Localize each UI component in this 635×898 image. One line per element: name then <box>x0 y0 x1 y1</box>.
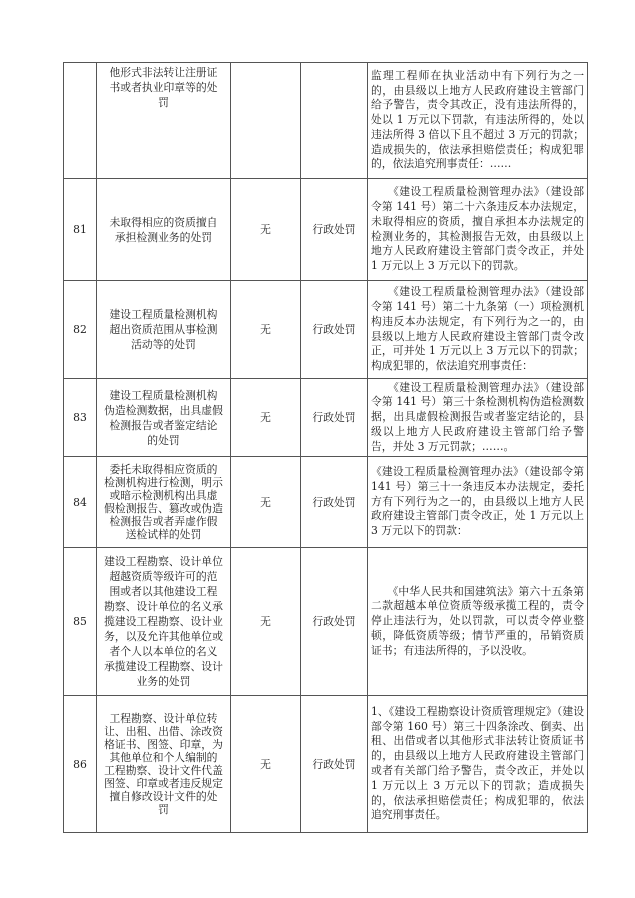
item-type: 行政处罚 <box>301 179 368 281</box>
item-code <box>231 63 301 179</box>
item-name: 他形式非法转让注册证 书或者执业印章等的处 罚 <box>97 63 231 179</box>
penalty-table <box>63 62 588 833</box>
item-code: 无 <box>231 281 301 379</box>
legal-basis: 《建设工程质量检测管理办法》（建设部令第 141 号）第三十条检测机构伪造检测数据，出具虚假检测报告或者鉴定结论的，县级以上地方人民政府建设主管部门给予警告，并处 3 万元罚款；……。 <box>368 379 588 457</box>
item-code: 无 <box>231 379 301 457</box>
legal-basis: 《建设工程质量检测管理办法》（建设部令第 141 号）第三十一条违反本办法规定，委托方有下列行为之一的，由县级以上地方人民政府建设主管部门责令改正，处 1 万元以上 3 万元以下的罚款： <box>368 457 588 548</box>
item-name: 委托未取得相应资质的 检测机构进行检测，明示 或暗示检测机构出具虚 假检测报告、篡改或伪造 检测报告或者弄虚作假 送检试样的处罚 <box>97 457 231 548</box>
item-type: 行政处罚 <box>301 379 368 457</box>
item-name: 未取得相应的资质擅自 承担检测业务的处罚 <box>97 179 231 281</box>
item-type: 行政处罚 <box>301 548 368 696</box>
item-type <box>301 63 368 179</box>
item-code: 无 <box>231 548 301 696</box>
legal-basis: 《建设工程质量检测管理办法》（建设部令第 141 号）第二十六条违反本办法规定，未取得相应的资质，擅自承担本办法规定的检测业务的，其检测报告无效，由县级以上地方人民政府建设主管部门责令改正，并处 1 万元以上 3 万元以下的罚款。 <box>368 179 588 281</box>
table-row <box>64 63 588 179</box>
table-row <box>64 457 588 548</box>
item-type: 行政处罚 <box>301 457 368 548</box>
legal-basis: 《中华人民共和国建筑法》第六十五条第二款超越本单位资质等级承揽工程的，责令停止违法行为，处以罚款，可以责令停业整顿，降低资质等级；情节严重的，吊销资质证书；有违法所得的，予以没收。 <box>368 548 588 696</box>
legal-basis: 1、《建设工程勘察设计资质管理规定》（建设部令第 160 号）第三十四条涂改、倒卖、出租、出借或者以其他形式非法转让资质证书的，由县级以上地方人民政府建设主管部门或者有关部门给予警告，责令改正，并处以 1 万元以上 3 万元以下的罚款；造成损失的，依法承担赔偿责任；构成犯罪的，依法追究刑事责任。 <box>368 696 588 833</box>
table-row <box>64 696 588 833</box>
item-name: 工程勘察、设计单位转 让、出租、出借、涂改资 格证书、图签、印章，为 其他单位和个人编制的 工程勘察、设计文件代盖 图签、印章或者违反规定 擅自修改设计文件的处 罚 <box>97 696 231 833</box>
legal-basis: 《建设工程质量检测管理办法》（建设部令第 141 号）第二十九条第（一）项检测机构违反本办法规定，有下列行为之一的，由县级以上地方人民政府建设主管部门责令改正，可并处 1 万元以上 3 万元以下的罚款；构成犯罪的，依法追究刑事责任： <box>368 281 588 379</box>
row-number: 84 <box>64 457 97 548</box>
row-number: 86 <box>64 696 97 833</box>
item-name: 建设工程质量检测机构 伪造检测数据，出具虚假 检测报告或者鉴定结论 的处罚 <box>97 379 231 457</box>
item-code: 无 <box>231 179 301 281</box>
row-number <box>64 63 97 179</box>
item-type: 行政处罚 <box>301 281 368 379</box>
row-number: 81 <box>64 179 97 281</box>
table-row <box>64 179 588 281</box>
legal-basis: 监理工程师在执业活动中有下列行为之一的，由县级以上地方人民政府建设主管部门给予警告，责令其改正，没有违法所得的，处以 1 万元以下罚款，有违法所得的，处以违法所得 3 倍以下且不超过 3 万元的罚款；造成损失的，依法承担赔偿责任；构成犯罪的，依法追究刑事责任：…… <box>368 63 588 179</box>
row-number: 82 <box>64 281 97 379</box>
item-code: 无 <box>231 457 301 548</box>
item-type: 行政处罚 <box>301 696 368 833</box>
table-row <box>64 281 588 379</box>
table-row <box>64 379 588 457</box>
table-row <box>64 548 588 696</box>
row-number: 83 <box>64 379 97 457</box>
item-code: 无 <box>231 696 301 833</box>
item-name: 建设工程质量检测机构 超出资质范围从事检测 活动等的处罚 <box>97 281 231 379</box>
row-number: 85 <box>64 548 97 696</box>
item-name: 建设工程勘察、设计单位 超越资质等级许可的范 围或者以其他建设工程 勘察、设计单位的名义承 揽建设工程勘察、设计业 务，以及允许其他单位或 者个人以本单位的名义 承揽建设工程勘察、设计 业务的处罚 <box>97 548 231 696</box>
